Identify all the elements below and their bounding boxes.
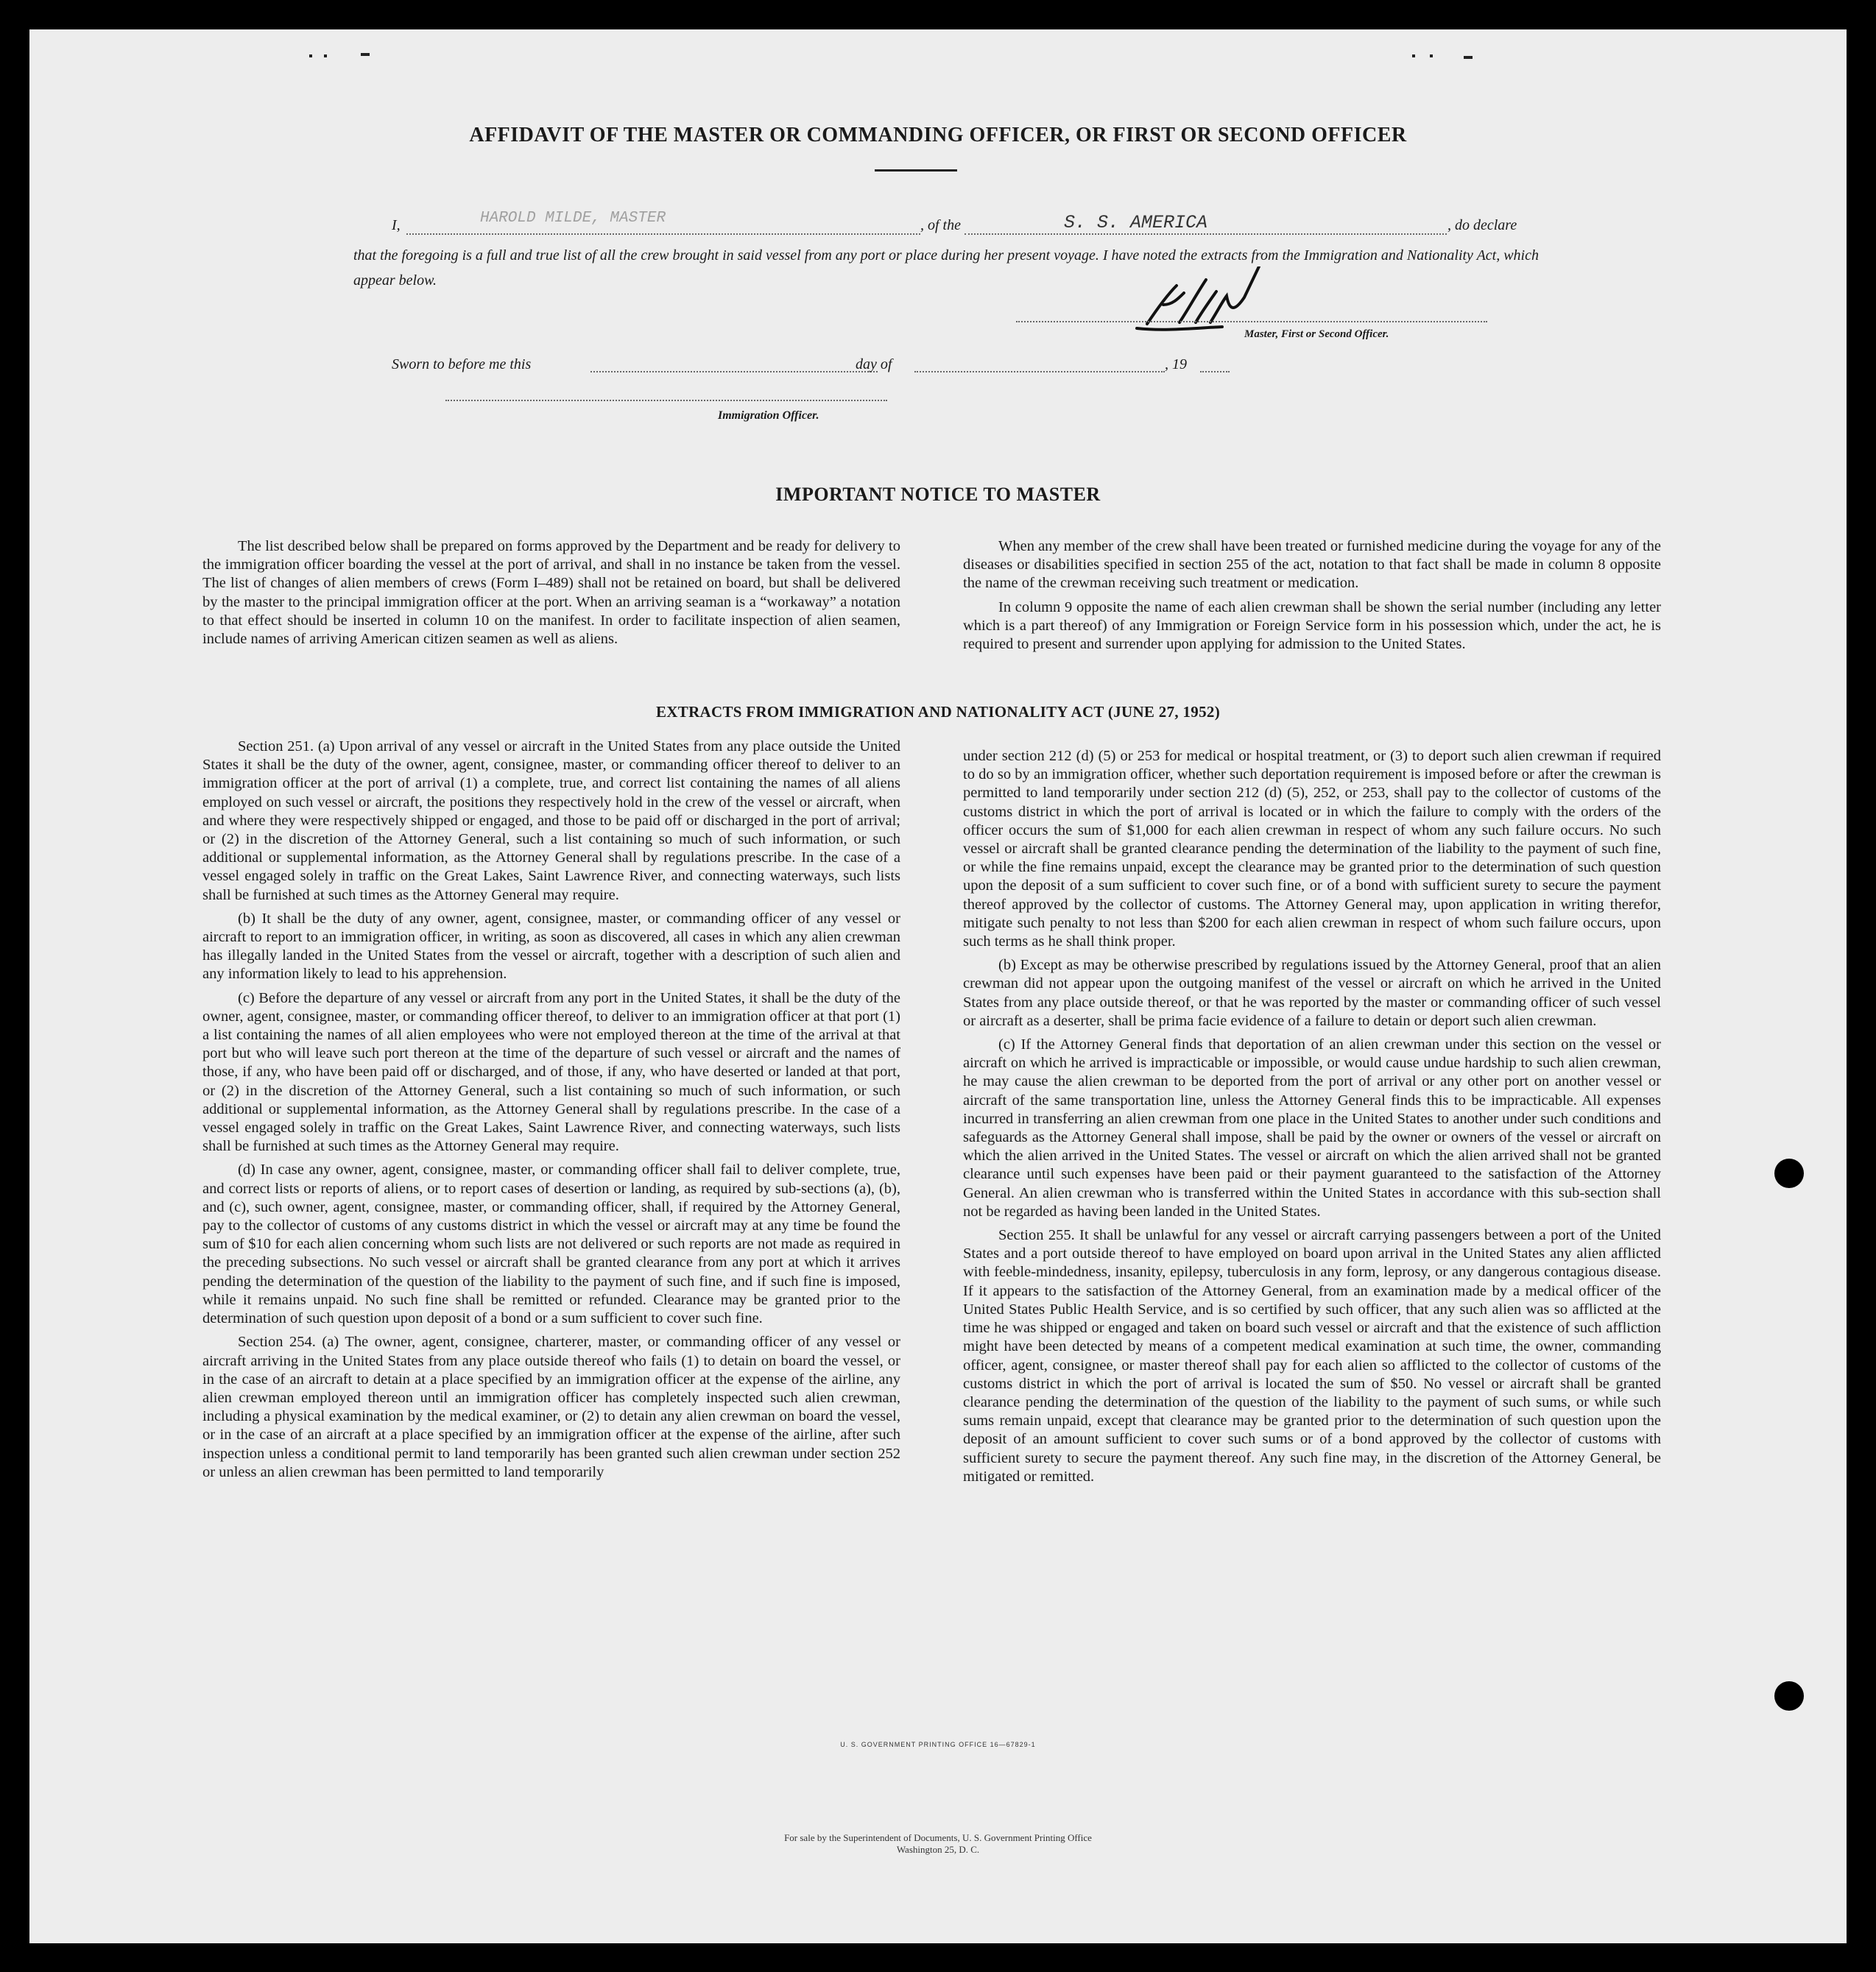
registration-mark <box>1412 54 1415 57</box>
i-label: I, <box>392 217 401 233</box>
registration-mark <box>324 54 327 57</box>
section-251-c: (c) Before the departure of any vessel or aircraft from any port in the United States, it shall be the duty of the owner, agent, consignee, master, or commanding officer thereof, to deliver to an immigration officer at that port (1) a list containing the names of all alien employees who were not employed thereon at the time of the arrival at that port but who will leave such port thereon at the time of the departure of such vessel or aircraft and the names of those, if any, who have been paid off or discharged, and of those, if any, who have deserted or landed at that port, or (2) in the discretion of the Attorney General, such a list containing so much of such information, or such additional or supplemental information, as the Attorney General shall by regulations prescribe. In the case of a vessel engaged solely in traffic on the Great Lakes, Saint Lawrence River, and connecting waterways, such lists shall be furnished at such times as the Attorney General may require. <box>202 989 900 1155</box>
extracts-title: EXTRACTS FROM IMMIGRATION AND NATIONALITY ACT (JUNE 27, 1952) <box>656 703 1220 721</box>
sworn-label: Sworn to before me this <box>392 356 532 372</box>
declaration-statement: that the foregoing is a full and true list of all the crew brought in said vessel from any port or place during her present voyage. I have noted the extracts from the Immigration and Nationality Act, which appear below. <box>353 247 1539 289</box>
form-page <box>29 29 1847 1943</box>
section-254-a: Section 254. (a) The owner, agent, consignee, charterer, master, or commanding officer of any vessel or aircraft arriving in the United States from any place outside thereof who fails (1) to detain on board the vessel, or in the case of an aircraft to detain at a place specified by an immigration officer at the expense of the airline, any alien crewman employed thereon until an immigration officer has completely inspected such alien crewman, including a physical examination by the medical examiner, or (2) to detain any alien crewman on board the vessel, or in the case of an aircraft at a place specified by an immigration officer at the expense of the airline, after such inspection unless a conditional permit to land temporarily has been granted such alien crewman under section 252 or unless an alien crewman has been permitted to land temporarily <box>202 1334 900 1480</box>
notice-paragraph: When any member of the crew shall have been treated or furnished medicine during the voyage for any of the diseases or disabilities specified in section 255 of the act, notation to that fact shall be made in column 8 opposite the name of the crewman receiving such treatment or medication. <box>963 538 1661 592</box>
year-label: , 19 <box>1165 356 1187 372</box>
sale-line-1: For sale by the Superintendent of Documents, U. S. Government Printing Office <box>784 1832 1092 1843</box>
notice-title: IMPORTANT NOTICE TO MASTER <box>775 484 1101 505</box>
year-blank <box>1200 371 1230 372</box>
notice-paragraph: In column 9 opposite the name of each alien crewman shall be shown the serial number (including any letter which is a part thereof) of any Immigration or Foreign Service form in his possession which, under the act, he is required to present and surrender upon applying for admission to the United States. <box>963 598 1661 653</box>
registration-mark <box>361 53 370 56</box>
section-251-d: (d) In case any owner, agent, consignee, master, or commanding officer shall fail to deliver complete, true, and correct lists or reports of aliens, or to report cases of desertion or landing, as required by sub-sections (a), (b), and (c), such owner, agent, consignee, master, or commanding officer, shall, if required by the Attorney General, pay to the collector of customs of any customs district in which the vessel or aircraft may at any time be found the sum of $10 for each alien concerning whom such lists are not delivered or such reports are not made as required in the preceding subsections. No such vessel or aircraft shall be granted clearance from any port at which it arrives pending the determination of the question of the liability to the payment of such fine, and if such fine is imposed, while it remains unpaid. No such fine shall be remitted or refunded. Clearance may be granted prior to the determination of such question upon deposit of a bond or a sum sufficient to cover such fine. <box>202 1162 900 1327</box>
vessel-name: S. S. AMERICA <box>1064 212 1208 233</box>
section-254-b: (b) Except as may be otherwise prescribed by regulations issued by the Attorney General, proof that an alien crewman did not appear upon the outgoing manifest of the vessel or aircraft on which he arrived in the United States from any place outside thereof, or that he was reported by the master or commanding officer of such vessel or aircraft as a deserter, shall be prima facie evidence of a failure to detain or deport such alien crewman. <box>963 957 1661 1029</box>
day-blank <box>590 371 878 372</box>
signature-line <box>1016 321 1487 322</box>
immigration-officer-label: Immigration Officer. <box>718 409 819 422</box>
month-blank <box>914 371 1165 372</box>
punch-hole <box>1774 1681 1804 1711</box>
registration-mark <box>309 54 312 57</box>
punch-hole <box>1774 1159 1804 1188</box>
section-251-a: Section 251. (a) Upon arrival of any vessel or aircraft in the United States from any place outside the United States it shall be the duty of the owner, agent, consignee, master, or commanding officer thereof to deliver to an immigration officer at the port of arrival (1) a complete, true, and correct list containing the names of all aliens employed on such vessel or aircraft, the positions they respectively hold in the crew of the vessel or aircraft, when and where they were respectively shipped or engaged, and those to be paid off or discharged in the port of arrival; or (2) in the discretion of the Attorney General, such a list containing so much of such information, or such additional or supplemental information, as the Attorney General shall by regulations prescribe. In the case of a vessel engaged solely in traffic on the Great Lakes, Saint Lawrence River, and connecting waterways, such lists shall be furnished at such times as the Attorney General may require. <box>202 738 900 903</box>
sale-line-2: Washington 25, D. C. <box>896 1844 980 1855</box>
name-blank <box>406 233 920 235</box>
master-name: HAROLD MILDE, MASTER <box>480 210 666 227</box>
title-rule <box>875 169 957 172</box>
sale-notice <box>29 1832 1847 1856</box>
immigration-officer-line <box>445 400 887 401</box>
declaration-line <box>29 210 1847 239</box>
extracts-left-column <box>202 738 900 1487</box>
vessel-blank <box>965 233 1447 235</box>
affidavit-title: AFFIDAVIT OF THE MASTER OR COMMANDING OFFICER, OR FIRST OR SECOND OFFICER <box>469 124 1407 146</box>
gpo-imprint: U. S. GOVERNMENT PRINTING OFFICE 16—67829-1 <box>840 1741 1036 1748</box>
notice-paragraph: The list described below shall be prepared on forms approved by the Department and be ready for delivery to the immigration officer boarding the vessel at the port of arrival, and shall in no instance be taken from the vessel. The list of changes of alien members of crews (Form I–489) shall not be retained on board, but shall be delivered by the master to the principal immigration officer at the port. When an arriving seaman is a “workaway” a notation to that effect should be inserted in column 10 on the manifest. In order to facilitate inspection of alien seamen, include names of arriving American citizen seamen as well as aliens. <box>202 538 900 648</box>
notice-right-column <box>963 537 1661 659</box>
signature-label: Master, First or Second Officer. <box>1244 328 1389 340</box>
section-251-b: (b) It shall be the duty of any owner, agent, consignee, master, or commanding officer of any vessel or aircraft to report to an immigration officer, in writing, as soon as discovered, all cases in which any alien crewman has illegally landed in the United States from the vessel or aircraft, together with a description of such alien and any information likely to lead to his apprehension. <box>202 910 900 983</box>
do-declare-label: , do declare <box>1447 217 1517 233</box>
section-255: Section 255. It shall be unlawful for any vessel or aircraft carrying passengers between a port of the United States and a port outside thereof to have employed on board upon arrival in the United States any alien afflicted with feeble-mindedness, insanity, epilepsy, tuberculosis in any form, leprosy, or any dangerous contagious disease. If it appears to the satisfaction of the Attorney General, from an examination made by a medical officer of the United States Public Health Service, and is so certified by such officer, that any such alien was so afflicted at the time he was shipped or engaged and taken on board such vessel or aircraft and that the existence of such affliction might have been detected by means of a competent medical examination at such time, the owner, commanding officer, agent, consignee, or master thereof shall pay for each alien so afflicted to the collector of customs of the customs district in which the port of arrival is located the sum of $50. No vessel or aircraft shall be granted clearance pending the determination of the question of the liability to the payment of such sums, or while such sums remain unpaid, except that clearance may be granted prior to the determination of such question upon the deposit of an amount sufficient to cover such sums or of a bond approved by the collector of customs with sufficient surety to secure the payment thereof. Any such fine may, in the discretion of the Attorney General, be mitigated or remitted. <box>963 1227 1661 1485</box>
notice-left-column <box>202 537 900 654</box>
section-254-c: (c) If the Attorney General finds that deportation of an alien crewman under this section on the vessel or aircraft on which he arrived is impracticable or impossible, or would cause undue hardship to such alien crewman, he may cause the alien crewman to be deported from the port of arrival or any other port on another vessel or aircraft of the same transportation line, unless the Attorney General finds this to be impracticable. All expenses incurred in transferring an alien crewman from one place in the United States to another under such conditions and safeguards as the Attorney General shall impose, shall be paid by the owner or owners of the vessel or aircraft on which the alien arrived in the United States. The vessel or aircraft on which the alien arrived shall not be granted clearance until such expenses have been paid or their payment guaranteed to the satisfaction of the Attorney General. An alien crewman who is transferred within the United States in accordance with this sub-section shall not be regarded as having been landed in the United States. <box>963 1036 1661 1220</box>
registration-mark <box>1430 54 1433 57</box>
day-of-label: day of <box>856 356 892 372</box>
extracts-right-column <box>963 747 1661 1491</box>
registration-mark <box>1464 56 1473 59</box>
section-254-a-continued: under section 212 (d) (5) or 253 for medical or hospital treatment, or (3) to deport such alien crewman if required to do so by an immigration officer, whether such deportation requirement is imposed before or after the crewman is permitted to land temporarily under section 212 (d) (5), 252, or 253, shall pay to the collector of customs of the customs district in which the port of arrival is located or in which the failure to comply with the orders of the officer occurs the sum of $1,000 for each alien crewman in respect of whom any such failure occurs. No such vessel or aircraft shall be granted clearance pending the determination of the liability to the payment of such fine, or while the fine remains unpaid, except the clearance may be granted prior to the determination of such question upon the deposit of a sum sufficient to cover such fine, or of a bond with sufficient surety to secure the payment thereof approved by the collector of customs. The Attorney General may, upon application in writing therefor, mitigate such penalty to not less than $200 for each alien crewman in respect of whom such failure occurs, upon such terms as he shall think proper. <box>963 748 1661 950</box>
of-the-label: , of the <box>920 217 961 233</box>
